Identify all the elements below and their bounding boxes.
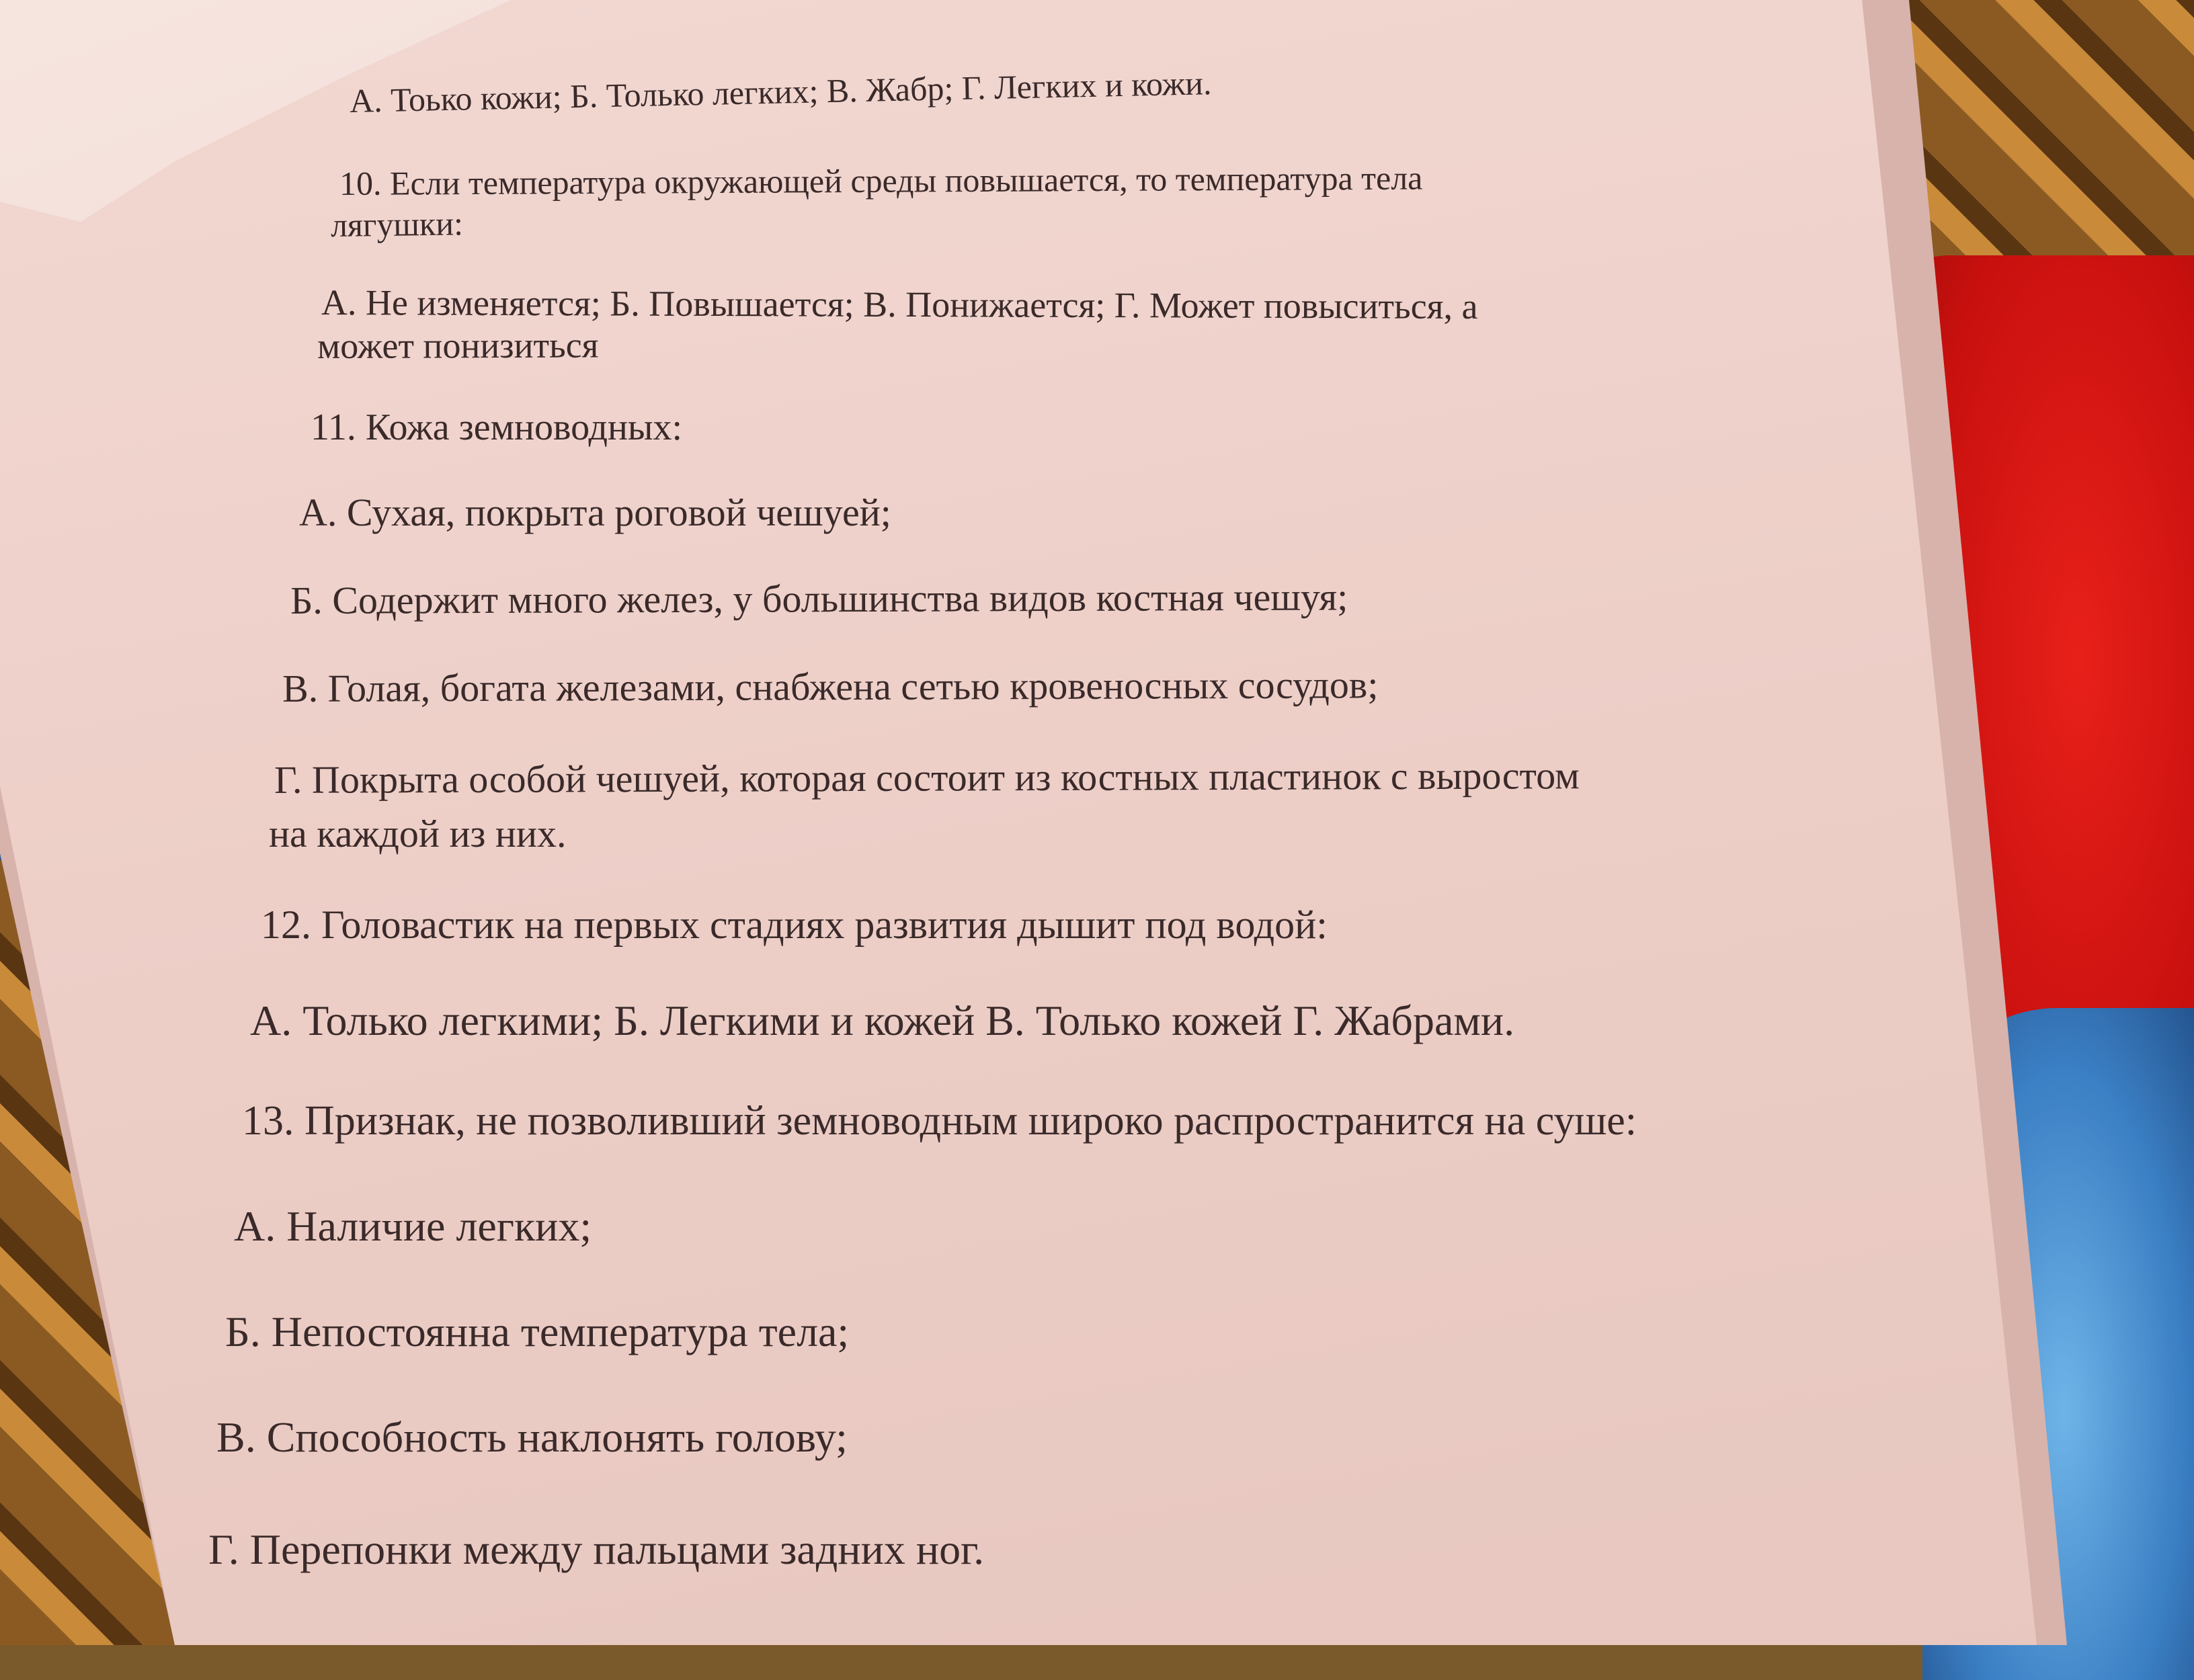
question-13-option-a: А. Наличие легких;	[234, 1202, 592, 1250]
question-13-text: 13. Признак, не позволивший земноводным широко распространится на суше:	[242, 1098, 1637, 1144]
question-13-option-g: Г. Перепонки между пальцами задних ног.	[208, 1525, 985, 1573]
question-12-options: А. Только легкими; Б. Легкими и кожей В. Только кожей Г. Жабрами.	[250, 997, 1515, 1044]
question-11-option-v: В. Голая, богата железами, снабжена сетью кровеносных сосудов;	[282, 663, 1379, 710]
question-10-options: А. Не изменяется; Б. Повышается; В. Понижается; Г. Может повыситься, а	[321, 282, 1478, 327]
question-11-option-g: Г. Покрыта особой чешуей, которая состоит из костных пластинок с выростом	[274, 753, 1580, 802]
question-11-text: 11. Кожа земноводных:	[311, 407, 683, 448]
question-13-option-v: В. Способность наклонять голову;	[216, 1413, 848, 1461]
question-11-option-a: А. Сухая, покрыта роговой чешуей;	[299, 491, 891, 534]
question-10-text-continued: лягушки:	[330, 204, 464, 244]
question-13-option-b: Б. Непостоянна температура тела;	[225, 1308, 850, 1355]
question-10-text: 10. Если температура окружающей среды повышается, то температура тела	[339, 159, 1423, 202]
question-11-option-g-continued: на каждой из них.	[269, 812, 567, 855]
question-12-text: 12. Головастик на первых стадиях развития дышит под водой:	[261, 902, 1328, 947]
question-11-option-b: Б. Содержит много желез, у большинства видов костная чешуя;	[290, 575, 1348, 622]
question-10-options-continued: может понизиться	[317, 325, 599, 366]
question-9-options: А. Тоько кожи; Б. Только легких; В. Жабр; Г. Легких и кожи.	[349, 64, 1212, 120]
